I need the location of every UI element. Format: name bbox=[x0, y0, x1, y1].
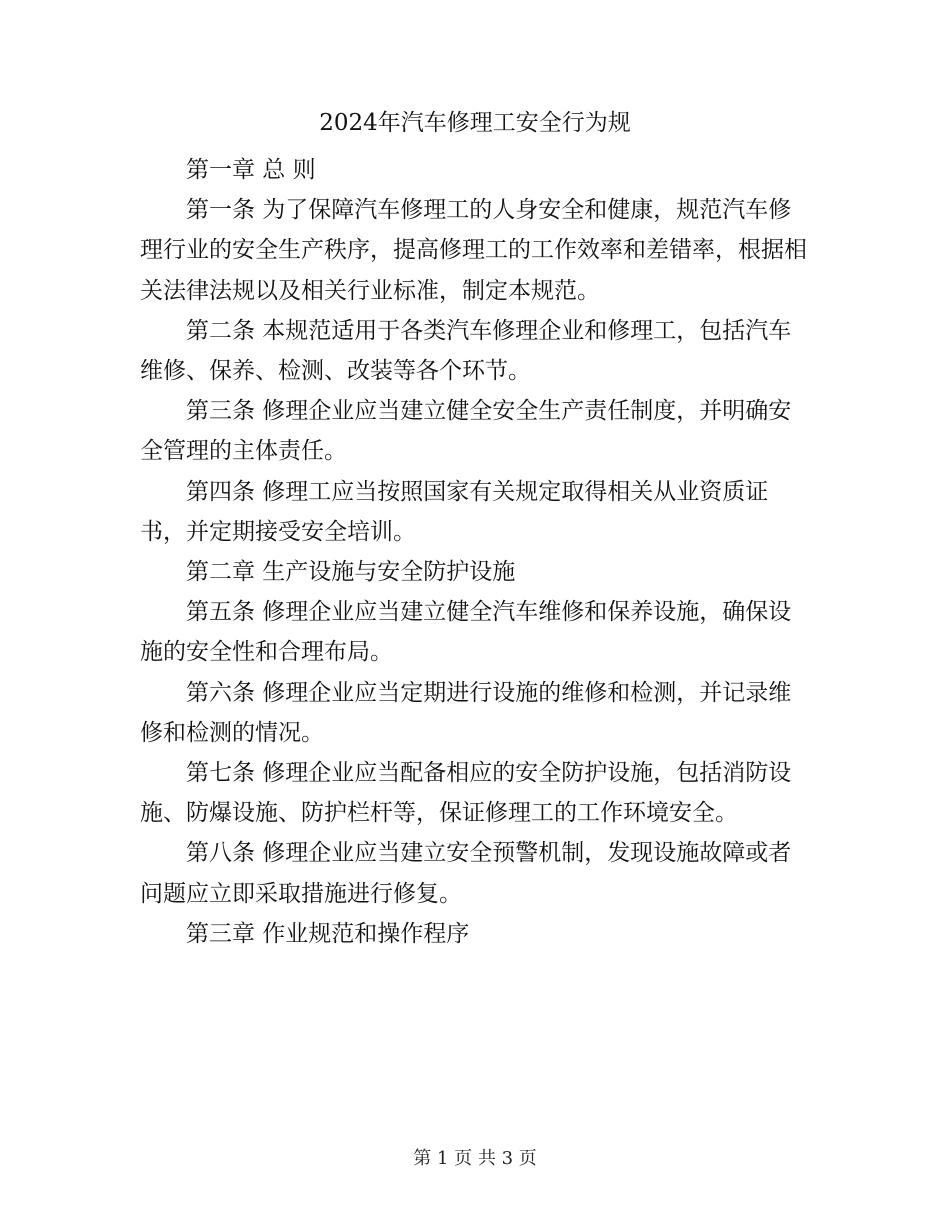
page-number-footer: 第 1 页 共 3 页 bbox=[413, 1148, 537, 1169]
chapter-heading: 第三章 作业规范和操作程序 bbox=[186, 920, 470, 947]
article-paragraph: 第四条 修理工应当按照国家有关规定取得相关从业资质证书，并定期接受安全培训。 bbox=[140, 478, 769, 545]
article-paragraph: 第六条 修理企业应当定期进行设施的维修和检测，并记录维修和检测的情况。 bbox=[140, 679, 792, 746]
article-paragraph: 第八条 修理企业应当建立安全预警机制，发现设施故障或者问题应立即采取措施进行修复。 bbox=[140, 840, 792, 907]
article-paragraph: 第五条 修理企业应当建立健全汽车维修和保养设施，确保设施的安全性和合理布局。 bbox=[140, 599, 792, 666]
article-paragraph: 第三条 修理企业应当建立健全安全生产责任制度，并明确安全管理的主体责任。 bbox=[140, 398, 792, 465]
chapter-heading: 第二章 生产设施与安全防护设施 bbox=[186, 559, 516, 586]
article-paragraph: 第七条 修理企业应当配备相应的安全防护设施，包括消防设施、防爆设施、防护栏杆等，保证修理工的工作环境安全。 bbox=[140, 760, 792, 827]
document-title: 2024年汽车修理工安全行为规 bbox=[319, 110, 631, 136]
chapter-heading: 第一章 总 则 bbox=[186, 157, 316, 183]
article-paragraph: 第一条 为了保障汽车修理工的人身安全和健康，规范汽车修理行业的安全生产秩序，提高修理工的工作效率和差错率，根据相关法律法规以及相关行业标准，制定本规范。 bbox=[140, 197, 807, 304]
article-paragraph: 第二条 本规范适用于各类汽车修理企业和修理工，包括汽车维修、保养、检测、改装等各个环节。 bbox=[140, 317, 792, 385]
document-body bbox=[140, 150, 810, 954]
